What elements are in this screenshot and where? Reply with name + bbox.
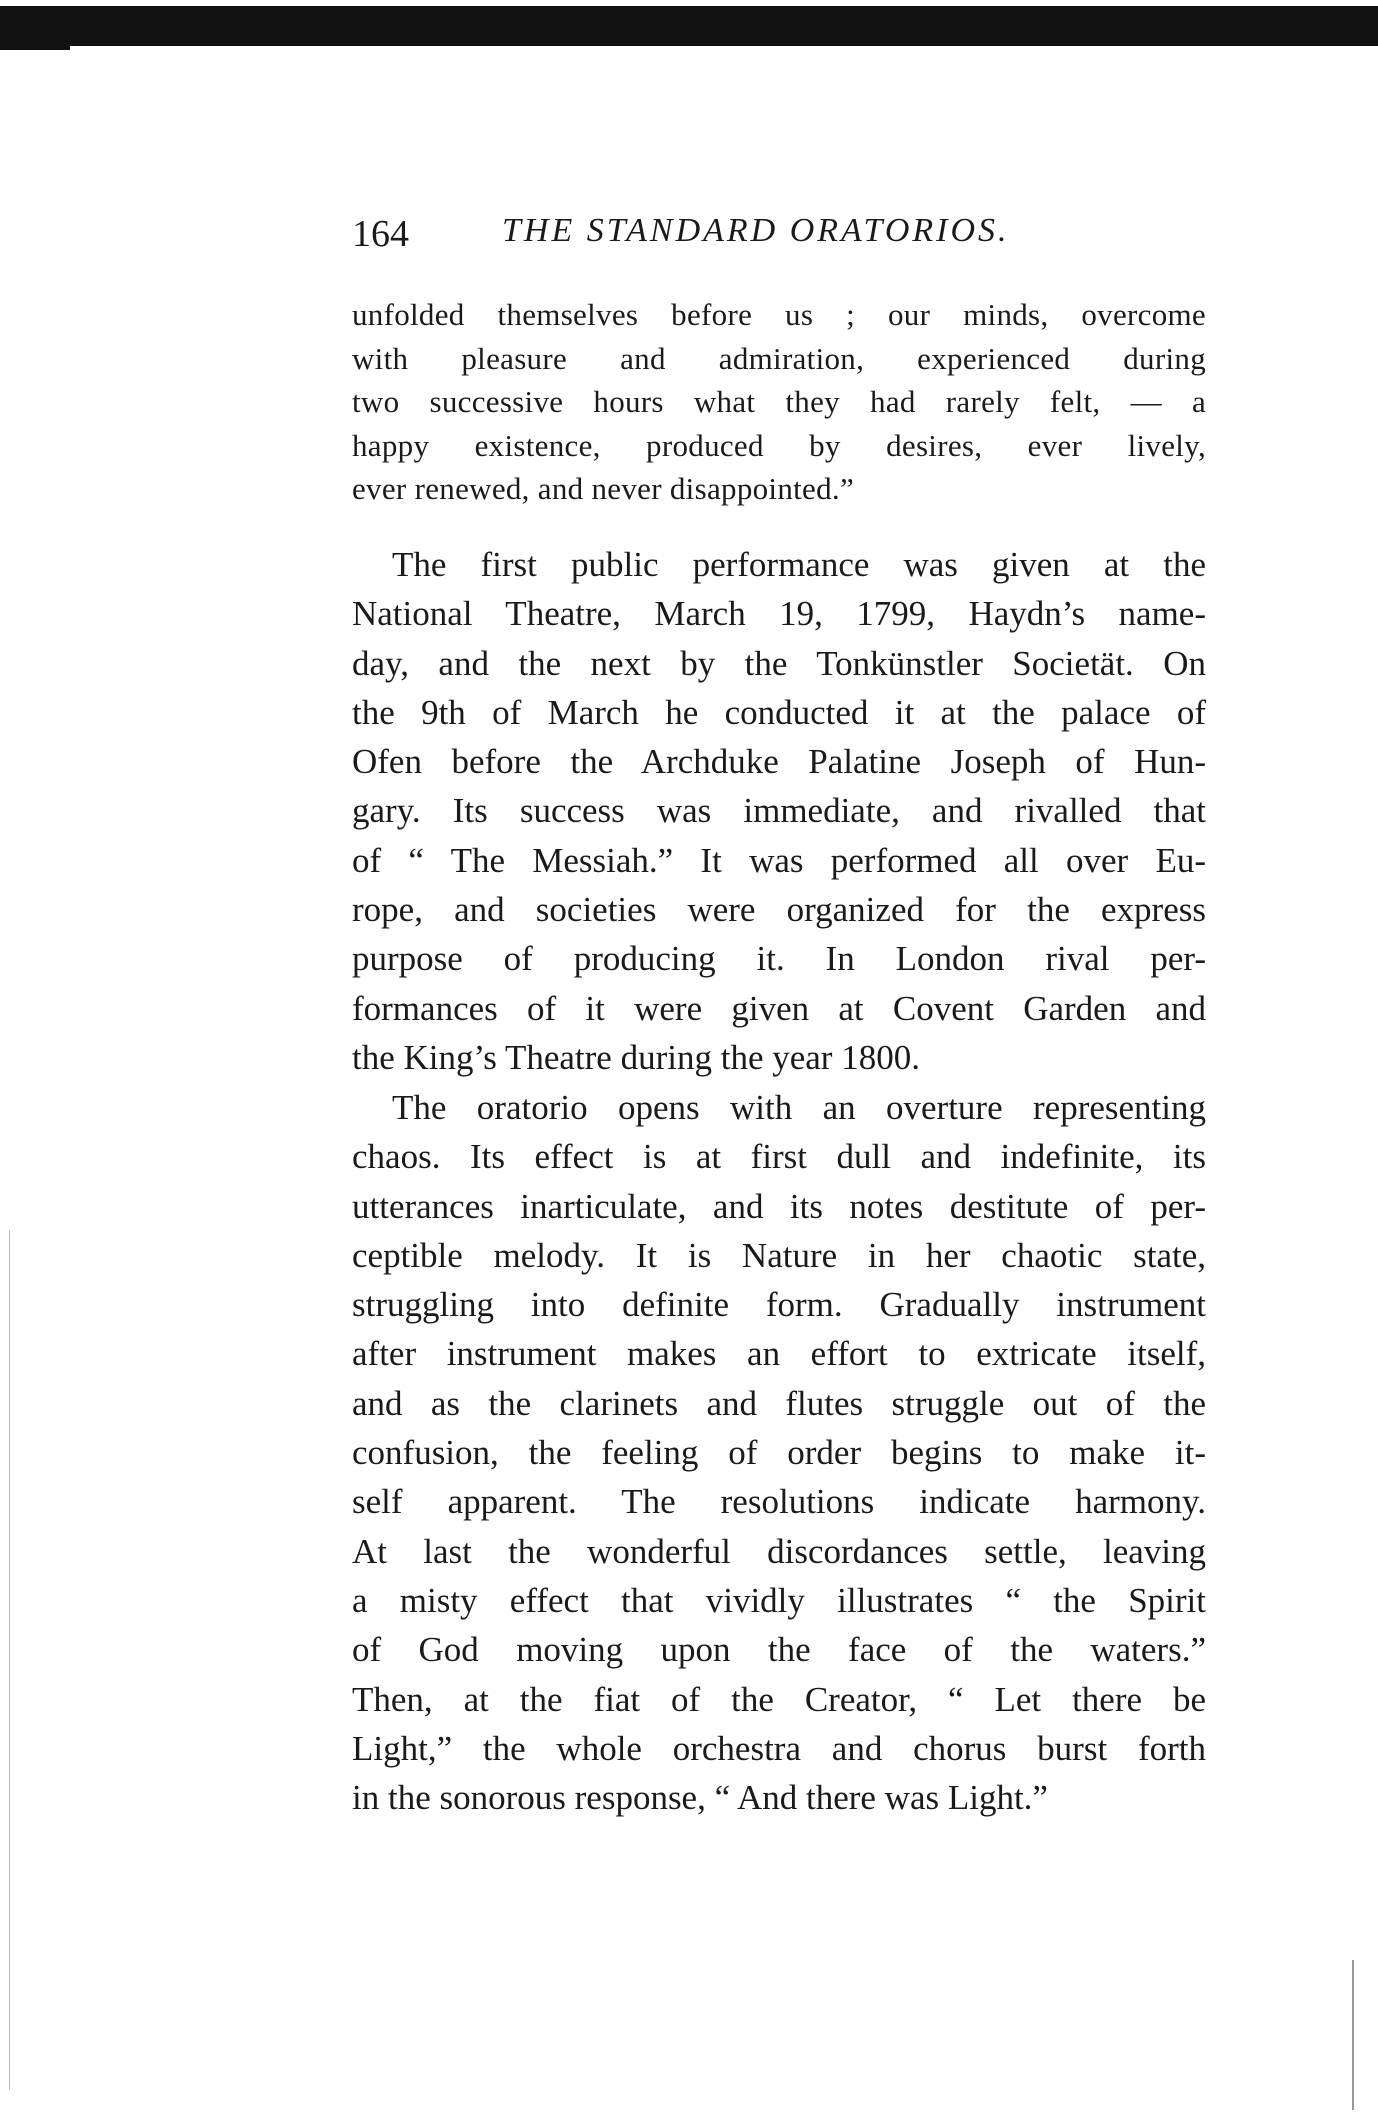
text-line: self apparent. The resolutions indicate harmony. [352, 1482, 1206, 1522]
text-line: of God moving upon the face of the waters.” [352, 1630, 1206, 1670]
page-number: 164 [352, 213, 409, 255]
scan-margin-line [9, 1230, 10, 2090]
text-line: day, and the next by the Tonkünstler Societät. On [352, 643, 1206, 683]
running-head: THE STANDARD ORATORIOS. [502, 212, 1010, 249]
text-line: Ofen before the Archduke Palatine Joseph of Hun- [352, 742, 1206, 782]
page-header [352, 212, 1212, 262]
text-line: utterances inarticulate, and its notes destitute of per- [352, 1186, 1206, 1226]
text-line: two successive hours what they had rarely felt, — a [352, 384, 1206, 419]
paragraph-overture [352, 1083, 1206, 1822]
text-line: ceptible melody. It is Nature in her chaotic state, [352, 1235, 1206, 1275]
scan-top-border [0, 6, 1378, 46]
text-line: purpose of producing it. In London rival per- [352, 939, 1206, 979]
text-line: of “ The Messiah.” It was performed all over Eu- [352, 840, 1206, 880]
paragraph-first-performance [352, 540, 1206, 1082]
text-line: confusion, the feeling of order begins to make it- [352, 1433, 1206, 1473]
text-line: chaos. Its effect is at first dull and indefinite, its [352, 1137, 1206, 1177]
text-line: ever renewed, and never disappointed.” [352, 471, 855, 506]
text-line: with pleasure and admiration, experienced during [352, 340, 1206, 376]
text-line: At last the wonderful discordances settle, leaving [352, 1531, 1206, 1571]
text-line: struggling into definite form. Gradually instrument [352, 1285, 1206, 1325]
text-line: gary. Its success was immediate, and rivalled that [352, 791, 1206, 831]
text-line: rope, and societies were organized for the express [352, 890, 1206, 930]
text-line: a misty effect that vividly illustrates “ the Spirit [352, 1580, 1206, 1620]
text-line: Light,” the whole orchestra and chorus burst forth [352, 1728, 1206, 1768]
text-line: Then, at the fiat of the Creator, “ Let there be [352, 1679, 1206, 1719]
text-line: happy existence, produced by desires, ever lively, [352, 427, 1206, 463]
scan-top-border-notch [0, 40, 70, 50]
text-line: The first public performance was given at the [392, 545, 1206, 584]
text-line: The oratorio opens with an overture representing [392, 1088, 1206, 1127]
text-line: in the sonorous response, “ And there was Light.” [352, 1778, 1048, 1818]
text-line: and as the clarinets and flutes struggle out of the [352, 1383, 1206, 1423]
text-line: after instrument makes an effort to extricate itself, [352, 1334, 1206, 1374]
paragraph-quote-end [352, 293, 1206, 511]
text-line: National Theatre, March 19, 1799, Haydn’s name- [352, 594, 1206, 634]
text-line: formances of it were given at Covent Garden and [352, 988, 1206, 1028]
text-line: the King’s Theatre during the year 1800. [352, 1037, 920, 1077]
text-line: the 9th of March he conducted it at the palace of [352, 692, 1206, 732]
text-line: unfolded themselves before us ; our minds, overcome [352, 297, 1206, 332]
scan-edge-mark [1352, 1960, 1354, 2110]
